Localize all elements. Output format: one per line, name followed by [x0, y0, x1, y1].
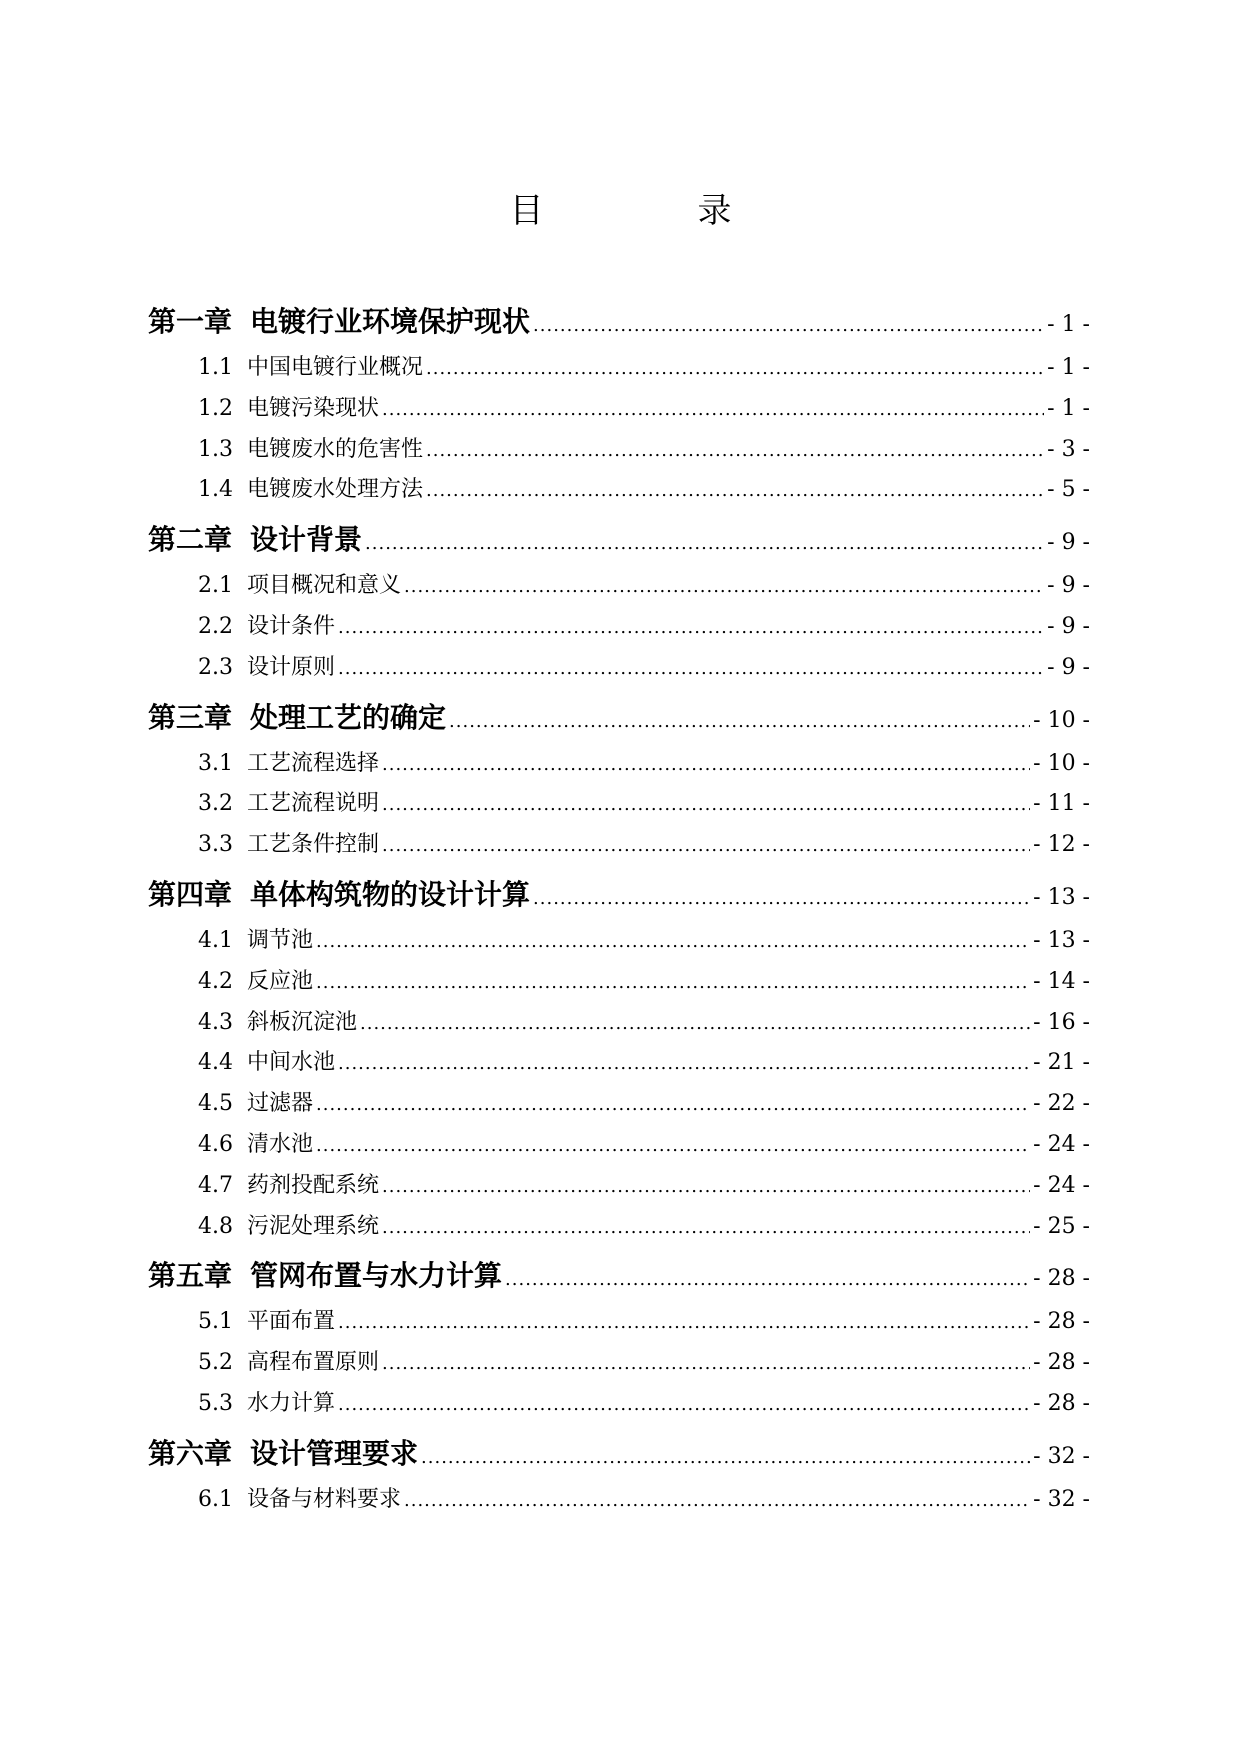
toc-entry-title: 电镀污染现状 — [247, 395, 380, 421]
toc-entry-title: 工艺流程说明 — [247, 791, 380, 817]
toc-dot-leader — [338, 1053, 1030, 1074]
toc-chapter-row[interactable] — [148, 1432, 1090, 1482]
toc-section-row[interactable] — [148, 1005, 1090, 1046]
toc-chapter-row[interactable] — [148, 696, 1090, 746]
toc-section-row[interactable] — [148, 827, 1090, 868]
toc-page-number: - 24 - — [1033, 1172, 1090, 1198]
toc-entry-title: 中国电镀行业概况 — [247, 355, 424, 380]
toc-page-number: - 28 - — [1033, 1309, 1090, 1335]
toc-entry-number: 5.1 — [198, 1309, 233, 1335]
toc-section-row[interactable] — [148, 472, 1090, 513]
toc-entry-number: 3.3 — [198, 832, 233, 858]
toc-section-row[interactable] — [148, 1482, 1090, 1523]
toc-entry-title: 过滤器 — [247, 1091, 314, 1117]
toc-entry-title: 设计条件 — [247, 613, 336, 639]
toc-entry-number: 第六章 — [148, 1436, 233, 1470]
toc-dot-leader — [426, 440, 1044, 461]
toc-section-row[interactable] — [148, 391, 1090, 432]
toc-entry-number: 1.4 — [198, 477, 233, 503]
toc-dot-leader — [338, 617, 1044, 638]
toc-page-number: - 12 - — [1033, 832, 1090, 858]
toc-entry-title: 项目概况和意义 — [247, 573, 402, 599]
toc-entry-title: 调节池 — [247, 927, 314, 953]
toc-entry-number: 3.2 — [198, 791, 233, 817]
toc-entry-title: 工艺条件控制 — [247, 832, 380, 858]
toc-entry-number: 4.1 — [198, 927, 233, 953]
toc-section-row[interactable] — [148, 1209, 1090, 1250]
toc-dot-leader — [316, 1094, 1030, 1115]
toc-dot-leader — [365, 533, 1044, 554]
toc-entry-number: 1.3 — [198, 436, 233, 462]
toc-entry-number: 4.7 — [198, 1172, 233, 1198]
toc-entry-number: 2.3 — [198, 654, 233, 680]
toc-section-row[interactable] — [148, 350, 1090, 391]
toc-dot-leader — [382, 1353, 1030, 1374]
toc-section-row[interactable] — [148, 964, 1090, 1005]
toc-dot-leader — [360, 1013, 1030, 1034]
toc-dot-leader — [338, 1394, 1030, 1415]
toc-section-row[interactable] — [148, 1045, 1090, 1086]
toc-entry-title: 设备与材料要求 — [247, 1486, 402, 1512]
toc-entry-title: 设计管理要求 — [250, 1436, 419, 1470]
toc-dot-leader — [426, 480, 1044, 501]
toc-section-row[interactable] — [148, 650, 1090, 691]
toc-section-row[interactable] — [148, 568, 1090, 609]
toc-entry-title: 处理工艺的确定 — [250, 700, 447, 734]
toc-page-number: - 11 - — [1033, 791, 1090, 817]
table-of-contents — [148, 300, 1090, 1523]
toc-section-row[interactable] — [148, 1086, 1090, 1127]
toc-entry-number: 2.1 — [198, 573, 233, 599]
toc-entry-title: 电镀行业环境保护现状 — [250, 305, 531, 338]
toc-chapter-row[interactable] — [148, 518, 1090, 568]
toc-page-number: - 14 - — [1033, 968, 1090, 994]
toc-dot-leader — [421, 1447, 1030, 1468]
toc-entry-title: 设计背景 — [250, 523, 363, 557]
toc-entry-title: 高程布置原则 — [247, 1350, 380, 1376]
toc-entry-number: 5.2 — [198, 1350, 233, 1376]
toc-entry-number: 4.6 — [198, 1131, 233, 1157]
toc-dot-leader — [316, 931, 1030, 952]
toc-chapter-row[interactable] — [148, 300, 1090, 350]
toc-section-row[interactable] — [148, 1127, 1090, 1168]
toc-entry-title: 中间水池 — [247, 1050, 336, 1076]
toc-entry-number: 6.1 — [198, 1486, 233, 1512]
toc-dot-leader — [382, 835, 1030, 856]
toc-dot-leader — [505, 1269, 1030, 1290]
toc-dot-leader — [382, 1176, 1030, 1197]
toc-page-number: - 13 - — [1033, 927, 1090, 953]
toc-page-number: - 9 - — [1047, 573, 1090, 599]
toc-page-number: - 1 - — [1047, 312, 1090, 337]
toc-page-number: - 9 - — [1047, 530, 1090, 556]
toc-section-row[interactable] — [148, 1168, 1090, 1209]
toc-dot-leader — [382, 794, 1030, 815]
toc-entry-number: 3.1 — [198, 750, 233, 776]
toc-dot-leader — [404, 1490, 1030, 1511]
toc-dot-leader — [426, 358, 1044, 379]
toc-section-row[interactable] — [148, 609, 1090, 650]
toc-page-number: - 32 - — [1033, 1486, 1090, 1512]
toc-page-number: - 10 - — [1033, 750, 1090, 776]
toc-entry-title: 斜板沉淀池 — [247, 1009, 358, 1035]
toc-entry-number: 第三章 — [148, 700, 233, 734]
toc-section-row[interactable] — [148, 1386, 1090, 1427]
toc-dot-leader — [316, 972, 1030, 993]
toc-entry-title: 单体构筑物的设计计算 — [250, 877, 531, 911]
toc-entry-title: 管网布置与水力计算 — [250, 1259, 503, 1293]
toc-entry-title: 电镀废水处理方法 — [247, 477, 424, 503]
toc-page-number: - 9 - — [1047, 613, 1090, 639]
toc-page-number: - 9 - — [1047, 654, 1090, 680]
toc-page-number: - 1 - — [1047, 355, 1090, 380]
toc-dot-leader — [338, 658, 1044, 679]
toc-entry-title: 工艺流程选择 — [247, 750, 380, 776]
toc-page-number: - 13 - — [1033, 884, 1090, 910]
toc-section-row[interactable] — [148, 1304, 1090, 1345]
toc-page-number: - 21 - — [1033, 1050, 1090, 1076]
toc-dot-leader — [533, 888, 1030, 909]
toc-entry-title: 平面布置 — [247, 1309, 336, 1335]
toc-entry-number: 第五章 — [148, 1259, 233, 1293]
toc-page-number: - 22 - — [1033, 1091, 1090, 1117]
toc-dot-leader — [316, 1135, 1030, 1156]
toc-dot-leader — [382, 399, 1044, 420]
toc-dot-leader — [338, 1312, 1030, 1333]
toc-section-row[interactable] — [148, 1345, 1090, 1386]
toc-page-number: - 28 - — [1033, 1350, 1090, 1376]
toc-section-row[interactable] — [148, 923, 1090, 964]
toc-entry-title: 水力计算 — [247, 1390, 336, 1416]
toc-entry-title: 设计原则 — [247, 654, 336, 680]
toc-entry-number: 第二章 — [148, 523, 233, 557]
toc-chapter-row[interactable] — [148, 1254, 1090, 1304]
toc-entry-title: 电镀废水的危害性 — [247, 436, 424, 462]
toc-section-row[interactable] — [148, 746, 1090, 787]
toc-entry-number: 5.3 — [198, 1390, 233, 1416]
toc-section-row[interactable] — [148, 432, 1090, 473]
toc-page-number: - 24 - — [1033, 1131, 1090, 1157]
toc-entry-number: 4.8 — [198, 1213, 233, 1239]
toc-page-number: - 16 - — [1033, 1009, 1090, 1035]
toc-section-row[interactable] — [148, 786, 1090, 827]
toc-dot-leader — [382, 1217, 1030, 1238]
toc-entry-number: 第四章 — [148, 877, 233, 911]
toc-entry-title: 清水池 — [247, 1131, 314, 1157]
toc-entry-number: 1.1 — [198, 355, 233, 380]
toc-page-number: - 3 - — [1047, 436, 1090, 462]
toc-page-number: - 10 - — [1033, 707, 1090, 733]
toc-entry-number: 4.3 — [198, 1009, 233, 1035]
page-title: 目 录 — [509, 191, 792, 231]
toc-entry-number: 4.2 — [198, 968, 233, 994]
toc-page-number: - 28 - — [1033, 1390, 1090, 1416]
toc-page-number: - 5 - — [1047, 477, 1090, 503]
toc-dot-leader — [449, 711, 1030, 732]
toc-entry-number: 1.2 — [198, 395, 233, 421]
toc-chapter-row[interactable] — [148, 873, 1090, 923]
toc-entry-number: 2.2 — [198, 613, 233, 639]
toc-entry-number: 4.5 — [198, 1091, 233, 1117]
toc-dot-leader — [404, 576, 1044, 597]
toc-page-number: - 32 - — [1033, 1443, 1090, 1469]
toc-page-number: - 28 - — [1033, 1266, 1090, 1292]
toc-page-number: - 25 - — [1033, 1213, 1090, 1239]
toc-page-number: - 1 - — [1047, 395, 1090, 421]
toc-entry-number: 第一章 — [148, 305, 233, 338]
toc-dot-leader — [382, 754, 1030, 775]
toc-entry-title: 污泥处理系统 — [247, 1213, 380, 1239]
toc-dot-leader — [533, 315, 1044, 336]
toc-entry-title: 反应池 — [247, 968, 314, 994]
toc-entry-title: 药剂投配系统 — [247, 1172, 380, 1198]
toc-entry-number: 4.4 — [198, 1050, 233, 1076]
